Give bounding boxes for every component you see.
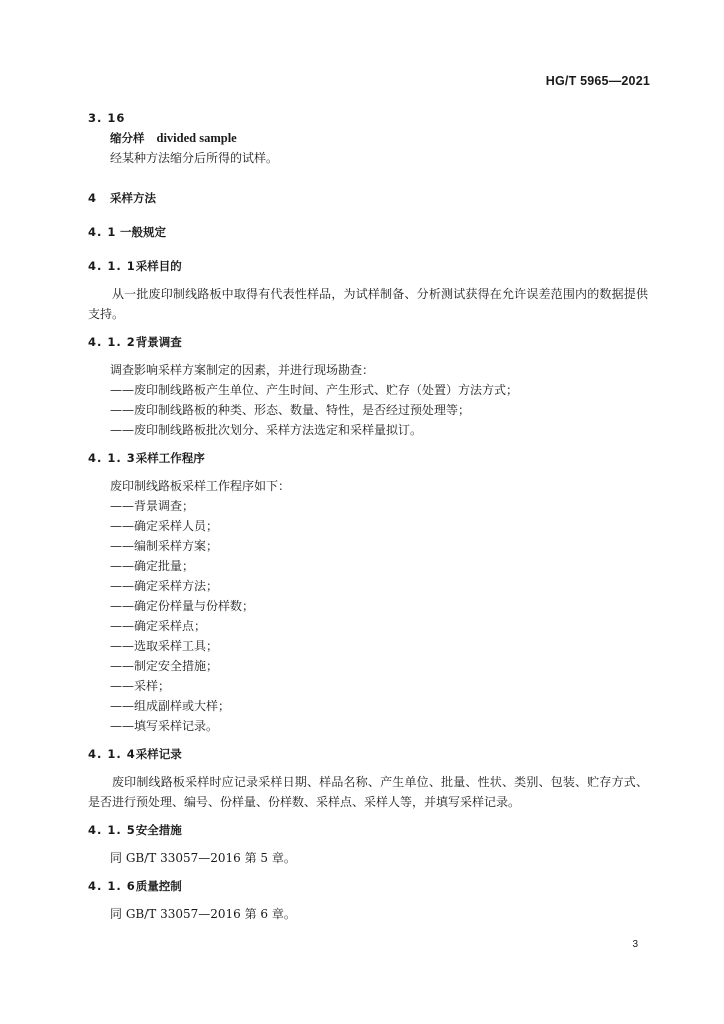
list-item: ——编制采样方案； <box>110 539 219 553</box>
list-item: ——制定安全措施； <box>110 659 219 673</box>
clause-title: 采样工作程序 <box>135 451 205 465</box>
list-item: ——确定份样量与份样数； <box>110 599 255 613</box>
clause-title: 背景调查 <box>135 335 182 349</box>
clause-number: 3. 16 <box>88 111 126 125</box>
clause-4-1-2-heading <box>88 332 648 352</box>
list-item: ——确定批量； <box>110 559 195 573</box>
clause-4-1-3-intro: 废印制线路板采样工作程序如下： <box>110 479 291 493</box>
clause-number: 4. 1. 4 <box>88 747 136 761</box>
list-item: ——废印制线路板产生单位、产生时间、产生形式、贮存（处置）方法方式； <box>110 383 519 397</box>
list-item: ——采样； <box>110 679 171 693</box>
clause-4-1-heading <box>88 222 648 242</box>
list-item: ——选取采样工具； <box>110 639 219 653</box>
list-item: ——确定采样方法； <box>110 579 219 593</box>
clause-title: 一般规定 <box>120 225 166 239</box>
page-number: 3 <box>632 939 638 950</box>
term-english: divided sample <box>156 131 237 145</box>
clause-number: 4. 1. 3 <box>88 451 136 465</box>
document-body <box>88 108 648 924</box>
clause-number: 4. 1. 6 <box>88 879 136 893</box>
list-item: ——填写采样记录。 <box>110 719 219 733</box>
clause-4-1-4-text: 废印制线路板采样时应记录采样日期、样品名称、产生单位、批量、性状、类别、包装、贮存方式、是否进行预处理、编号、份样量、份样数、采样点、采样人等，并填写采样记录。 <box>88 775 648 809</box>
clause-4-1-3-heading <box>88 448 648 468</box>
clause-title: 安全措施 <box>135 823 182 837</box>
clause-4-1-1-text: 从一批废印制线路板中取得有代表性样品，为试样制备、分析测试获得在允许误差范围内的数据提供支持。 <box>88 287 648 321</box>
list-item: ——组成副样或大样； <box>110 699 231 713</box>
clause-4-1-5-heading <box>88 820 648 840</box>
clause-number: 4. 1. 2 <box>88 335 136 349</box>
standard-code-header: HG/T 5965—2021 <box>545 74 650 88</box>
clause-title: 采样方法 <box>110 191 156 205</box>
clause-3-16-heading <box>88 108 648 128</box>
clause-title: 质量控制 <box>135 879 182 893</box>
term-chinese: 缩分样 <box>110 131 145 145</box>
clause-4-1-6-text: 同 GB/T 33057—2016 第 6 章。 <box>110 907 296 921</box>
clause-number: 4. 1. 5 <box>88 823 136 837</box>
clause-4-1-5-text: 同 GB/T 33057—2016 第 5 章。 <box>110 851 296 865</box>
clause-4-1-1-heading <box>88 256 648 276</box>
clause-4-1-4-heading <box>88 744 648 764</box>
term-entry <box>88 128 648 148</box>
clause-number: 4 <box>88 191 98 205</box>
clause-title: 采样记录 <box>135 747 182 761</box>
chapter-4-heading <box>88 188 648 208</box>
list-item: ——确定采样点； <box>110 619 207 633</box>
clause-number: 4. 1 <box>88 225 117 239</box>
list-item: ——废印制线路板批次划分、采样方法选定和采样量拟订。 <box>110 423 423 437</box>
term-definition: 经某种方法缩分后所得的试样。 <box>110 151 279 165</box>
list-item: ——背景调查； <box>110 499 195 513</box>
clause-4-1-2-intro: 调查影响采样方案制定的因素，并进行现场勘查： <box>110 363 375 377</box>
list-item: ——废印制线路板的种类、形态、数量、特性，是否经过预处理等； <box>110 403 471 417</box>
clause-4-1-6-heading <box>88 876 648 896</box>
list-item: ——确定采样人员； <box>110 519 219 533</box>
clause-number: 4. 1. 1 <box>88 259 136 273</box>
clause-title: 采样目的 <box>135 259 182 273</box>
